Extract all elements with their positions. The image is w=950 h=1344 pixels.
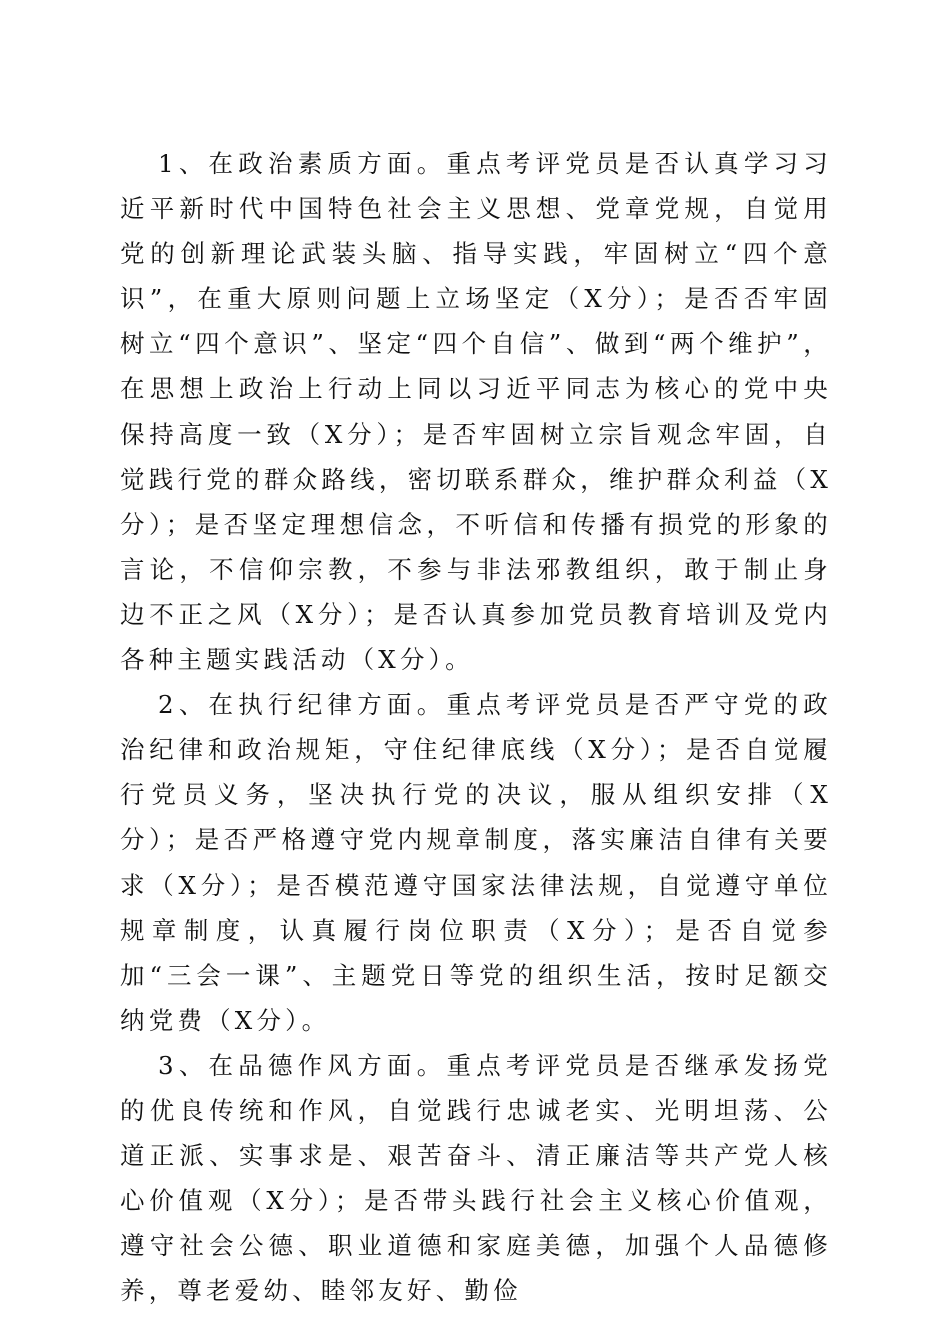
- paragraph-moral-conduct: 3、在品德作风方面。重点考评党员是否继承发扬党的优良传统和作风，自觉践行忠诚老实、光明坦荡、公道正派、实事求是、艰苦奋斗、清正廉洁等共产党人核心价值观（X分）；是否带头践行社会主义核心价值观，遵守社会公德、职业道德和家庭美德，加强个人品德修养，尊老爱幼、睦邻友好、勤俭: [120, 1050, 832, 1306]
- document-body: [120, 141, 832, 1313]
- paragraph-discipline: 2、在执行纪律方面。重点考评党员是否严守党的政治纪律和政治规矩，守住纪律底线（X分）；是否自觉履行党员义务，坚决执行党的决议，服从组织安排（X分）；是否严格遵守党内规章制度，落实廉洁自律有关要求（X分）；是否模范遵守国家法律法规，自觉遵守单位规章制度，认真履行岗位职责（X分）；是否自觉参加“三会一课”、主题党日等党的组织生活，按时足额交纳党费（X分）。: [120, 690, 832, 1035]
- paragraph-political-quality: 1、在政治素质方面。重点考评党员是否认真学习习近平新时代中国特色社会主义思想、党章党规，自觉用党的创新理论武装头脑、指导实践，牢固树立“四个意识”，在重大原则问题上立场坚定（X分）；是否否牢固树立“四个意识”、坚定“四个自信”、做到“两个维护”，在思想上政治上行动上同以习近平同志为核心的党中央保持高度一致（X分）；是否牢固树立宗旨观念牢固，自觉践行党的群众路线，密切联系群众，维护群众利益（X分）；是否坚定理想信念，不听信和传播有损党的形象的言论，不信仰宗教，不参与非法邪教组织，敢于制止身边不正之风（X分）；是否认真参加党员教育培训及党内各种主题实践活动（X分）。: [120, 149, 832, 675]
